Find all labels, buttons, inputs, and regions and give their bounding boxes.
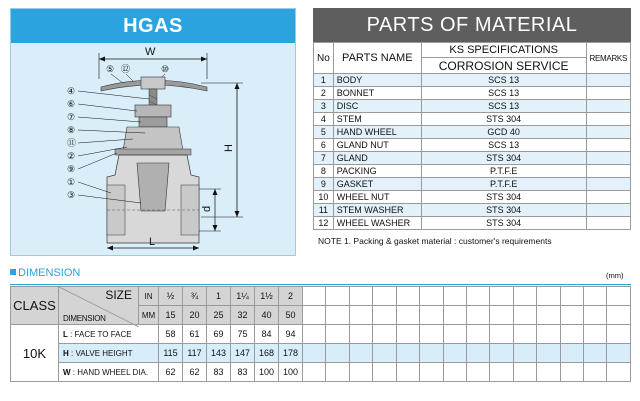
table-row — [314, 126, 631, 139]
w-label: W — [145, 46, 156, 58]
wheel-nut — [141, 77, 165, 89]
size-dimension-header — [59, 287, 139, 325]
callout-8: ⑧ — [67, 125, 76, 135]
empty-cell — [303, 306, 326, 325]
size-in: ¾ — [183, 287, 207, 306]
table-row — [314, 139, 631, 152]
empty-cell — [513, 363, 536, 382]
part-remarks — [586, 139, 630, 152]
dim-value: 62 — [159, 363, 183, 382]
size-in: 1 — [207, 287, 231, 306]
row-desc: : FACE TO FACE — [67, 329, 132, 339]
table-row — [11, 344, 631, 363]
part-remarks — [586, 113, 630, 126]
table-row — [314, 165, 631, 178]
table-row — [314, 74, 631, 87]
part-name: STEM — [333, 113, 421, 126]
empty-cell — [420, 325, 443, 344]
part-material: STS 304 — [421, 113, 586, 126]
part-no: 2 — [314, 87, 334, 100]
gasket — [115, 149, 191, 155]
empty-cell — [303, 344, 326, 363]
dim-value: 83 — [231, 363, 255, 382]
empty-cell — [303, 363, 326, 382]
callout-2: ② — [67, 151, 76, 161]
part-material: STS 304 — [421, 217, 586, 230]
part-name: DISC — [333, 100, 421, 113]
empty-cell — [490, 363, 513, 382]
empty-cell — [396, 306, 419, 325]
empty-cell — [303, 325, 326, 344]
part-material: SCS 13 — [421, 100, 586, 113]
table-row — [314, 100, 631, 113]
size-mm: 15 — [159, 306, 183, 325]
empty-cell — [443, 306, 466, 325]
empty-cell — [560, 306, 583, 325]
empty-cell — [537, 306, 560, 325]
gate-valve-drawing — [11, 43, 297, 257]
callout-5: ⑤ — [106, 64, 115, 74]
empty-cell — [537, 344, 560, 363]
empty-cell — [420, 344, 443, 363]
empty-cell — [607, 306, 631, 325]
valve-drawing-panel — [10, 8, 296, 256]
empty-cell — [584, 344, 607, 363]
empty-cell — [513, 344, 536, 363]
empty-cell — [443, 287, 466, 306]
part-name: PACKING — [333, 165, 421, 178]
part-material: SCS 13 — [421, 139, 586, 152]
empty-cell — [584, 306, 607, 325]
empty-cell — [420, 306, 443, 325]
row-label-w — [59, 363, 159, 382]
empty-cell — [537, 363, 560, 382]
empty-cell — [560, 325, 583, 344]
empty-cell — [560, 363, 583, 382]
row-key: W — [63, 367, 71, 377]
empty-cell — [349, 287, 372, 306]
part-no: 11 — [314, 204, 334, 217]
part-remarks — [586, 100, 630, 113]
dim-value: 94 — [279, 325, 303, 344]
size-mm: 40 — [255, 306, 279, 325]
table-row — [11, 325, 631, 344]
part-name: BODY — [333, 74, 421, 87]
part-no: 3 — [314, 100, 334, 113]
empty-cell — [326, 306, 349, 325]
empty-cell — [490, 344, 513, 363]
dim-value: 178 — [279, 344, 303, 363]
empty-cell — [373, 287, 396, 306]
empty-cell — [443, 325, 466, 344]
row-label-l — [59, 325, 159, 344]
part-no: 7 — [314, 152, 334, 165]
callout-12: ⑫ — [121, 64, 131, 74]
part-remarks — [586, 165, 630, 178]
gland — [139, 117, 167, 127]
empty-cell — [326, 287, 349, 306]
size-in: 2 — [279, 287, 303, 306]
empty-cell — [466, 306, 489, 325]
callout-10: ⑩ — [161, 64, 170, 74]
part-remarks — [586, 126, 630, 139]
part-no: 12 — [314, 217, 334, 230]
no-header: No — [314, 43, 334, 74]
hgas-title: HGAS — [11, 9, 295, 43]
row-label-h — [59, 344, 159, 363]
disc — [137, 163, 169, 211]
table-row — [11, 363, 631, 382]
empty-cell — [373, 306, 396, 325]
empty-cell — [349, 325, 372, 344]
empty-cell — [513, 325, 536, 344]
empty-cell — [396, 287, 419, 306]
class-value: 10K — [11, 325, 59, 382]
dim-value: 100 — [255, 363, 279, 382]
unit-label: (mm) — [606, 271, 624, 280]
size-in: ½ — [159, 287, 183, 306]
empty-cell — [466, 344, 489, 363]
empty-cell — [513, 287, 536, 306]
part-name: GLAND — [333, 152, 421, 165]
empty-cell — [607, 287, 631, 306]
empty-cell — [349, 306, 372, 325]
part-name: GASKET — [333, 178, 421, 191]
dim-value: 84 — [255, 325, 279, 344]
part-name: WHEEL WASHER — [333, 217, 421, 230]
empty-cell — [326, 344, 349, 363]
part-no: 1 — [314, 74, 334, 87]
unit-in: IN — [139, 287, 159, 306]
callout-7: ⑦ — [67, 112, 76, 122]
part-material: STS 304 — [421, 204, 586, 217]
empty-cell — [326, 325, 349, 344]
size-mm: 50 — [279, 306, 303, 325]
part-name: HAND WHEEL — [333, 126, 421, 139]
empty-cell — [326, 363, 349, 382]
empty-cell — [349, 344, 372, 363]
dimension-heading — [10, 267, 80, 279]
empty-cell — [303, 287, 326, 306]
empty-cell — [537, 325, 560, 344]
empty-cell — [584, 287, 607, 306]
h-label: H — [223, 144, 235, 152]
size-in: 1¼ — [231, 287, 255, 306]
empty-cell — [466, 363, 489, 382]
callout-3: ③ — [67, 190, 76, 200]
part-name: STEM WASHER — [333, 204, 421, 217]
table-row — [314, 191, 631, 204]
part-name: WHEEL NUT — [333, 191, 421, 204]
empty-cell — [373, 344, 396, 363]
empty-cell — [584, 363, 607, 382]
part-material: SCS 13 — [421, 87, 586, 100]
part-name: BONNET — [333, 87, 421, 100]
part-remarks — [586, 74, 630, 87]
gland-nut — [135, 105, 171, 117]
remarks-header: REMARKS — [586, 43, 630, 74]
empty-cell — [490, 287, 513, 306]
empty-cell — [607, 325, 631, 344]
table-row — [314, 113, 631, 126]
part-remarks — [586, 178, 630, 191]
empty-cell — [420, 287, 443, 306]
l-label: L — [149, 236, 156, 248]
parts-of-material-title: PARTS OF MATERIAL — [313, 8, 631, 42]
empty-cell — [466, 325, 489, 344]
table-row — [314, 87, 631, 100]
empty-cell — [490, 325, 513, 344]
corrosion-service-header: CORROSION SERVICE — [421, 58, 586, 74]
dimension-table — [10, 286, 631, 382]
dim-value: 117 — [183, 344, 207, 363]
dim-value: 75 — [231, 325, 255, 344]
part-material: GCD 40 — [421, 126, 586, 139]
empty-cell — [373, 363, 396, 382]
unit-mm: MM — [139, 306, 159, 325]
part-material: STS 304 — [421, 191, 586, 204]
table-row — [314, 204, 631, 217]
part-no: 6 — [314, 139, 334, 152]
empty-cell — [466, 287, 489, 306]
part-no: 10 — [314, 191, 334, 204]
table-row — [314, 217, 631, 230]
empty-cell — [537, 287, 560, 306]
dim-value: 115 — [159, 344, 183, 363]
empty-cell — [420, 363, 443, 382]
callout-11: ⑪ — [67, 138, 77, 148]
empty-cell — [560, 287, 583, 306]
empty-cell — [349, 363, 372, 382]
callout-1: ① — [67, 177, 76, 187]
callout-9: ⑨ — [67, 164, 76, 174]
dim-value: 100 — [279, 363, 303, 382]
row-desc: : VALVE HEIGHT — [68, 348, 133, 358]
class-header: CLASS — [11, 287, 59, 325]
dim-value: 61 — [183, 325, 207, 344]
dim-value: 83 — [207, 363, 231, 382]
dim-value: 168 — [255, 344, 279, 363]
table-row — [314, 152, 631, 165]
empty-cell — [443, 344, 466, 363]
parts-table — [313, 42, 631, 230]
row-key: H — [63, 348, 69, 358]
empty-cell — [396, 363, 419, 382]
row-desc: : HAND WHEEL DIA. — [70, 367, 149, 377]
part-no: 8 — [314, 165, 334, 178]
ks-spec-header: KS SPECIFICATIONS — [421, 43, 586, 58]
size-mm: 32 — [231, 306, 255, 325]
part-name: GLAND NUT — [333, 139, 421, 152]
empty-cell — [373, 325, 396, 344]
size-mm: 20 — [183, 306, 207, 325]
empty-cell — [396, 344, 419, 363]
empty-cell — [443, 363, 466, 382]
empty-cell — [560, 344, 583, 363]
empty-cell — [584, 325, 607, 344]
part-remarks — [586, 191, 630, 204]
part-remarks — [586, 217, 630, 230]
empty-cell — [513, 306, 536, 325]
part-remarks — [586, 87, 630, 100]
size-mm: 25 — [207, 306, 231, 325]
callout-6: ⑥ — [67, 99, 76, 109]
dim-value: 58 — [159, 325, 183, 344]
square-bullet-icon — [10, 269, 16, 275]
size-label: SIZE — [105, 288, 132, 302]
row-key: L — [63, 329, 68, 339]
material-note: NOTE 1. Packing & gasket material : customer's requirements — [318, 236, 552, 246]
dimension-label: DIMENSION — [63, 314, 106, 323]
parts-name-header: PARTS NAME — [333, 43, 421, 74]
size-in: 1½ — [255, 287, 279, 306]
table-row — [314, 178, 631, 191]
empty-cell — [607, 363, 631, 382]
part-material: SCS 13 — [421, 74, 586, 87]
part-material: STS 304 — [421, 152, 586, 165]
dimension-divider — [10, 284, 631, 285]
callout-4: ④ — [67, 86, 76, 96]
empty-cell — [396, 325, 419, 344]
dim-value: 147 — [231, 344, 255, 363]
part-no: 9 — [314, 178, 334, 191]
part-remarks — [586, 152, 630, 165]
part-material: P.T.F.E — [421, 165, 586, 178]
part-remarks — [586, 204, 630, 217]
dim-value: 143 — [207, 344, 231, 363]
d-label: d — [201, 205, 213, 212]
part-no: 4 — [314, 113, 334, 126]
part-no: 5 — [314, 126, 334, 139]
empty-cell — [490, 306, 513, 325]
dim-value: 62 — [183, 363, 207, 382]
part-material: P.T.F.E — [421, 178, 586, 191]
dim-value: 69 — [207, 325, 231, 344]
dimension-heading-text: DIMENSION — [18, 267, 81, 279]
empty-cell — [607, 344, 631, 363]
